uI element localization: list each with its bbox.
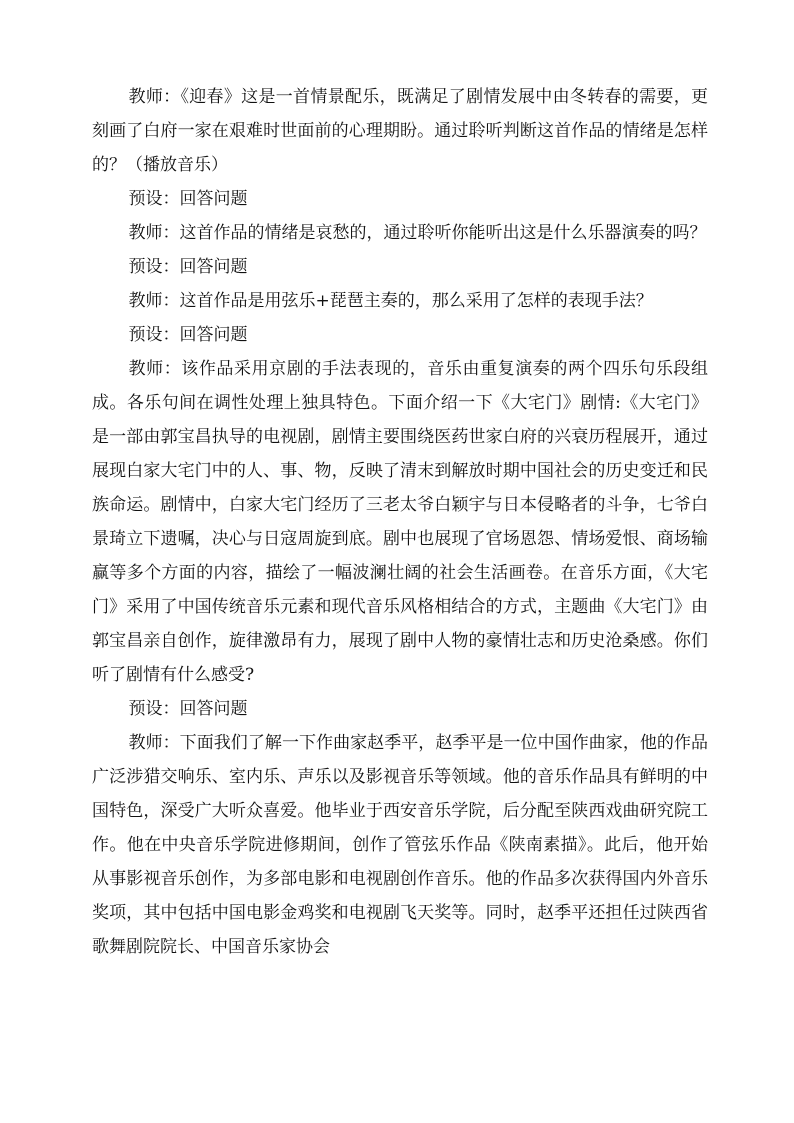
paragraph-preset-answer: 预设：回答问题 [128, 325, 248, 345]
document-page [92, 80, 708, 964]
paragraph-teacher-instruments: 教师：这首作品是用弦乐+琵琶主奏的，那么采用了怎样的表现手法？ [128, 291, 653, 311]
paragraph-teacher-yingchun: 教师：《迎春》这是一首情景配乐，既满足了剧情发展中由冬转春的需要，更刻画了白府一家在艰难时世面前的心理期盼。通过聆听判断这首作品的情绪是怎样的？（播放音乐） [92, 87, 708, 175]
paragraph-preset-answer: 预设：回答问题 [128, 699, 248, 719]
paragraph-preset-answer: 预设：回答问题 [128, 189, 248, 209]
paragraph-teacher-zhao-jiping: 教师：下面我们了解一下作曲家赵季平，赵季平是一位中国作曲家，他的作品广泛涉猎交响乐、室内乐、声乐以及影视音乐等领域。他的音乐作品具有鲜明的中国特色，深受广大听众喜爱。他毕业于西安音乐学院，后分配至陕西戏曲研究院工作。他在中央音乐学院进修期间，创作了管弦乐作品《陕南素描》。此后，他开始从事影视音乐创作，为多部电影和电视剧创作音乐。他的作品多次获得国内外音乐奖项，其中包括中国电影金鸡奖和电视剧飞天奖等。同时，赵季平还担任过陕西省歌舞剧院院长、中国音乐家协会 [92, 733, 708, 957]
paragraph-teacher-dazhaimen: 教师：该作品采用京剧的手法表现的，音乐由重复演奏的两个四乐句乐段组成。各乐句间在调性处理上独具特色。下面介绍一下《大宅门》剧情:《大宅门》是一部由郭宝昌执导的电视剧，剧情主要围绕医药世家白府的兴衰历程展开，通过展现白家大宅门中的人、事、物，反映了清末到解放时期中国社会的历史变迁和民族命运。剧情中，白家大宅门经历了三老太爷白颖宇与日本侵略者的斗争，七爷白景琦立下遗嘱，决心与日寇周旋到底。剧中也展现了官场恩怨、情场爱恨、商场输赢等多个方面的内容，描绘了一幅波澜壮阔的社会生活画卷。在音乐方面，《大宅门》采用了中国传统音乐元素和现代音乐风格相结合的方式，主题曲《大宅门》由郭宝昌亲自创作，旋律激昂有力，展现了剧中人物的豪情壮志和历史沧桑感。你们听了剧情有什么感受? [92, 359, 708, 685]
paragraph-teacher-emotion: 教师：这首作品的情绪是哀愁的，通过聆听你能听出这是什么乐器演奏的吗？ [128, 223, 707, 243]
paragraph-preset-answer: 预设：回答问题 [128, 257, 248, 277]
